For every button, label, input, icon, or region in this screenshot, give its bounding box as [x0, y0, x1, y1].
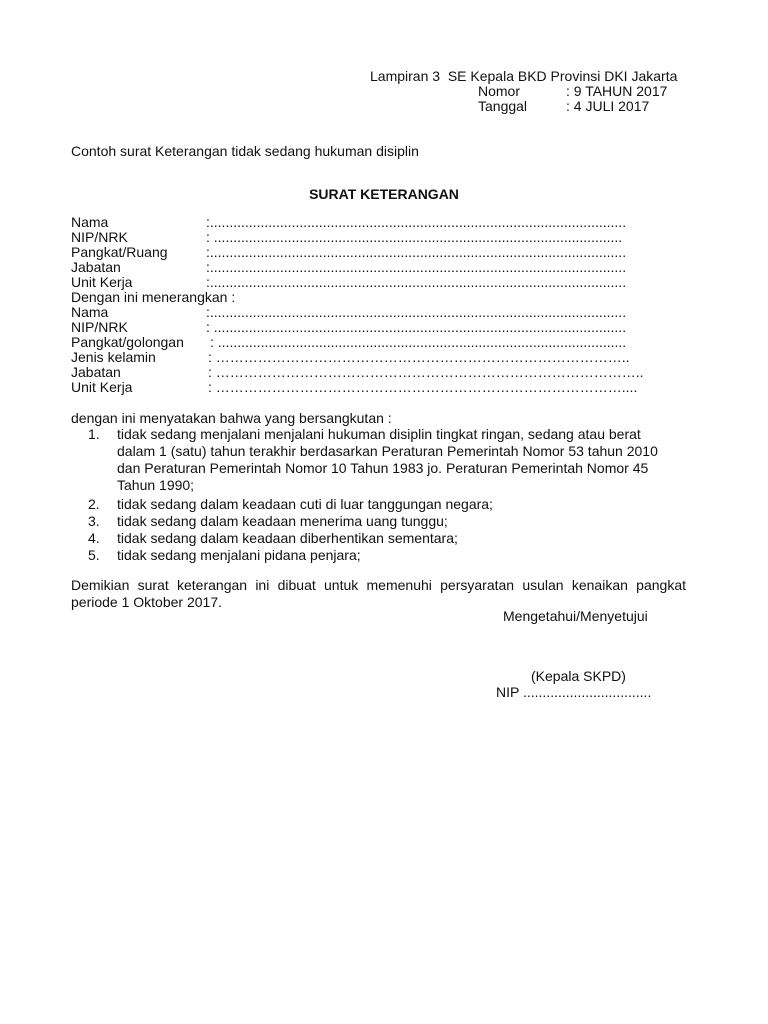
field-a-value: :........................................................................................................... — [206, 245, 627, 260]
field-b-value: : ……………………………………………………………………………….. — [208, 365, 644, 380]
document-subtitle: Contoh surat Keterangan tidak sedang hukuman disiplin — [71, 143, 419, 159]
field-b-value: : ......................................................................................................... — [210, 335, 627, 350]
list-item-text: tidak sedang dalam keadaan diberhentikan sementara; — [117, 530, 458, 546]
field-a-label: Unit Kerja — [71, 274, 133, 290]
list-item-number: 5. — [88, 547, 100, 563]
list-item-number: 2. — [88, 496, 100, 512]
field-b-value: :........................................................................................................... — [206, 305, 627, 320]
list-item-text: tidak sedang dalam keadaan cuti di luar tanggungan negara; — [117, 496, 493, 512]
closing-paragraph: Demikian surat keterangan ini dibuat untuk memenuhi persyaratan usulan kenaikan pangkat periode 1 Oktober 2017. — [71, 577, 686, 610]
field-a-label: Jabatan — [71, 259, 121, 275]
field-a-value: :........................................................................................................... — [206, 275, 627, 290]
field-a-label: Nama — [71, 214, 109, 230]
statement-intro: dengan ini menyatakan bahwa yang bersangkutan : — [71, 410, 392, 426]
signatory-nip: NIP ................................. — [496, 684, 652, 700]
field-a-value: :........................................................................................................... — [206, 215, 627, 230]
list-item-number: 4. — [88, 530, 100, 546]
list-item-number: 1. — [88, 426, 100, 442]
list-item-text: tidak sedang menjalani menjalani hukuman disiplin tingkat ringan, sedang atau berat dalam 1 (satu) tahun terakhir berdasarkan Peraturan Pemerintah Nomor 53 tahun 2010 dan Peraturan Pemerintah Nomor 10 Tahun 1983 jo. Peraturan Pemerintah Nomor 45 Tahun 1990; — [117, 426, 658, 493]
menerangkan-label: Dengan ini menerangkan : — [71, 289, 236, 305]
nomor-label: Nomor — [478, 83, 521, 99]
field-a-label: NIP/NRK — [71, 229, 128, 245]
signatory-role: (Kepala SKPD) — [531, 668, 626, 684]
lampiran-reference: Lampiran 3 SE Kepala BKD Provinsi DKI Jakarta — [370, 68, 678, 84]
field-b-value: : .......................................................................................................... — [206, 320, 627, 335]
field-b-label: Unit Kerja — [71, 379, 133, 395]
approval-label: Mengetahui/Menyetujui — [503, 608, 648, 624]
field-a-value: :........................................................................................................... — [206, 260, 627, 275]
tanggal-label: Tanggal — [478, 98, 528, 114]
list-item-text: tidak sedang dalam keadaan menerima uang tunggu; — [117, 513, 448, 529]
field-b-label: Jabatan — [71, 364, 121, 380]
field-a-label: Pangkat/Ruang — [71, 244, 168, 260]
tanggal-value: : 4 JULI 2017 — [566, 98, 650, 114]
nomor-value: : 9 TAHUN 2017 — [566, 83, 668, 99]
field-a-value: : ......................................................................................................... — [206, 230, 623, 245]
field-b-label: Nama — [71, 304, 109, 320]
document-title: SURAT KETERANGAN — [309, 186, 459, 202]
list-item-text: tidak sedang menjalani pidana penjara; — [117, 547, 361, 563]
field-b-label: Jenis kelamin — [71, 349, 156, 365]
field-b-label: NIP/NRK — [71, 319, 128, 335]
field-b-value: : …………………………………………………………………………….. — [208, 350, 630, 365]
field-b-label: Pangkat/golongan — [71, 334, 184, 350]
field-b-value: : …………………………………………………………………………….... — [208, 380, 638, 395]
list-item-number: 3. — [88, 513, 100, 529]
